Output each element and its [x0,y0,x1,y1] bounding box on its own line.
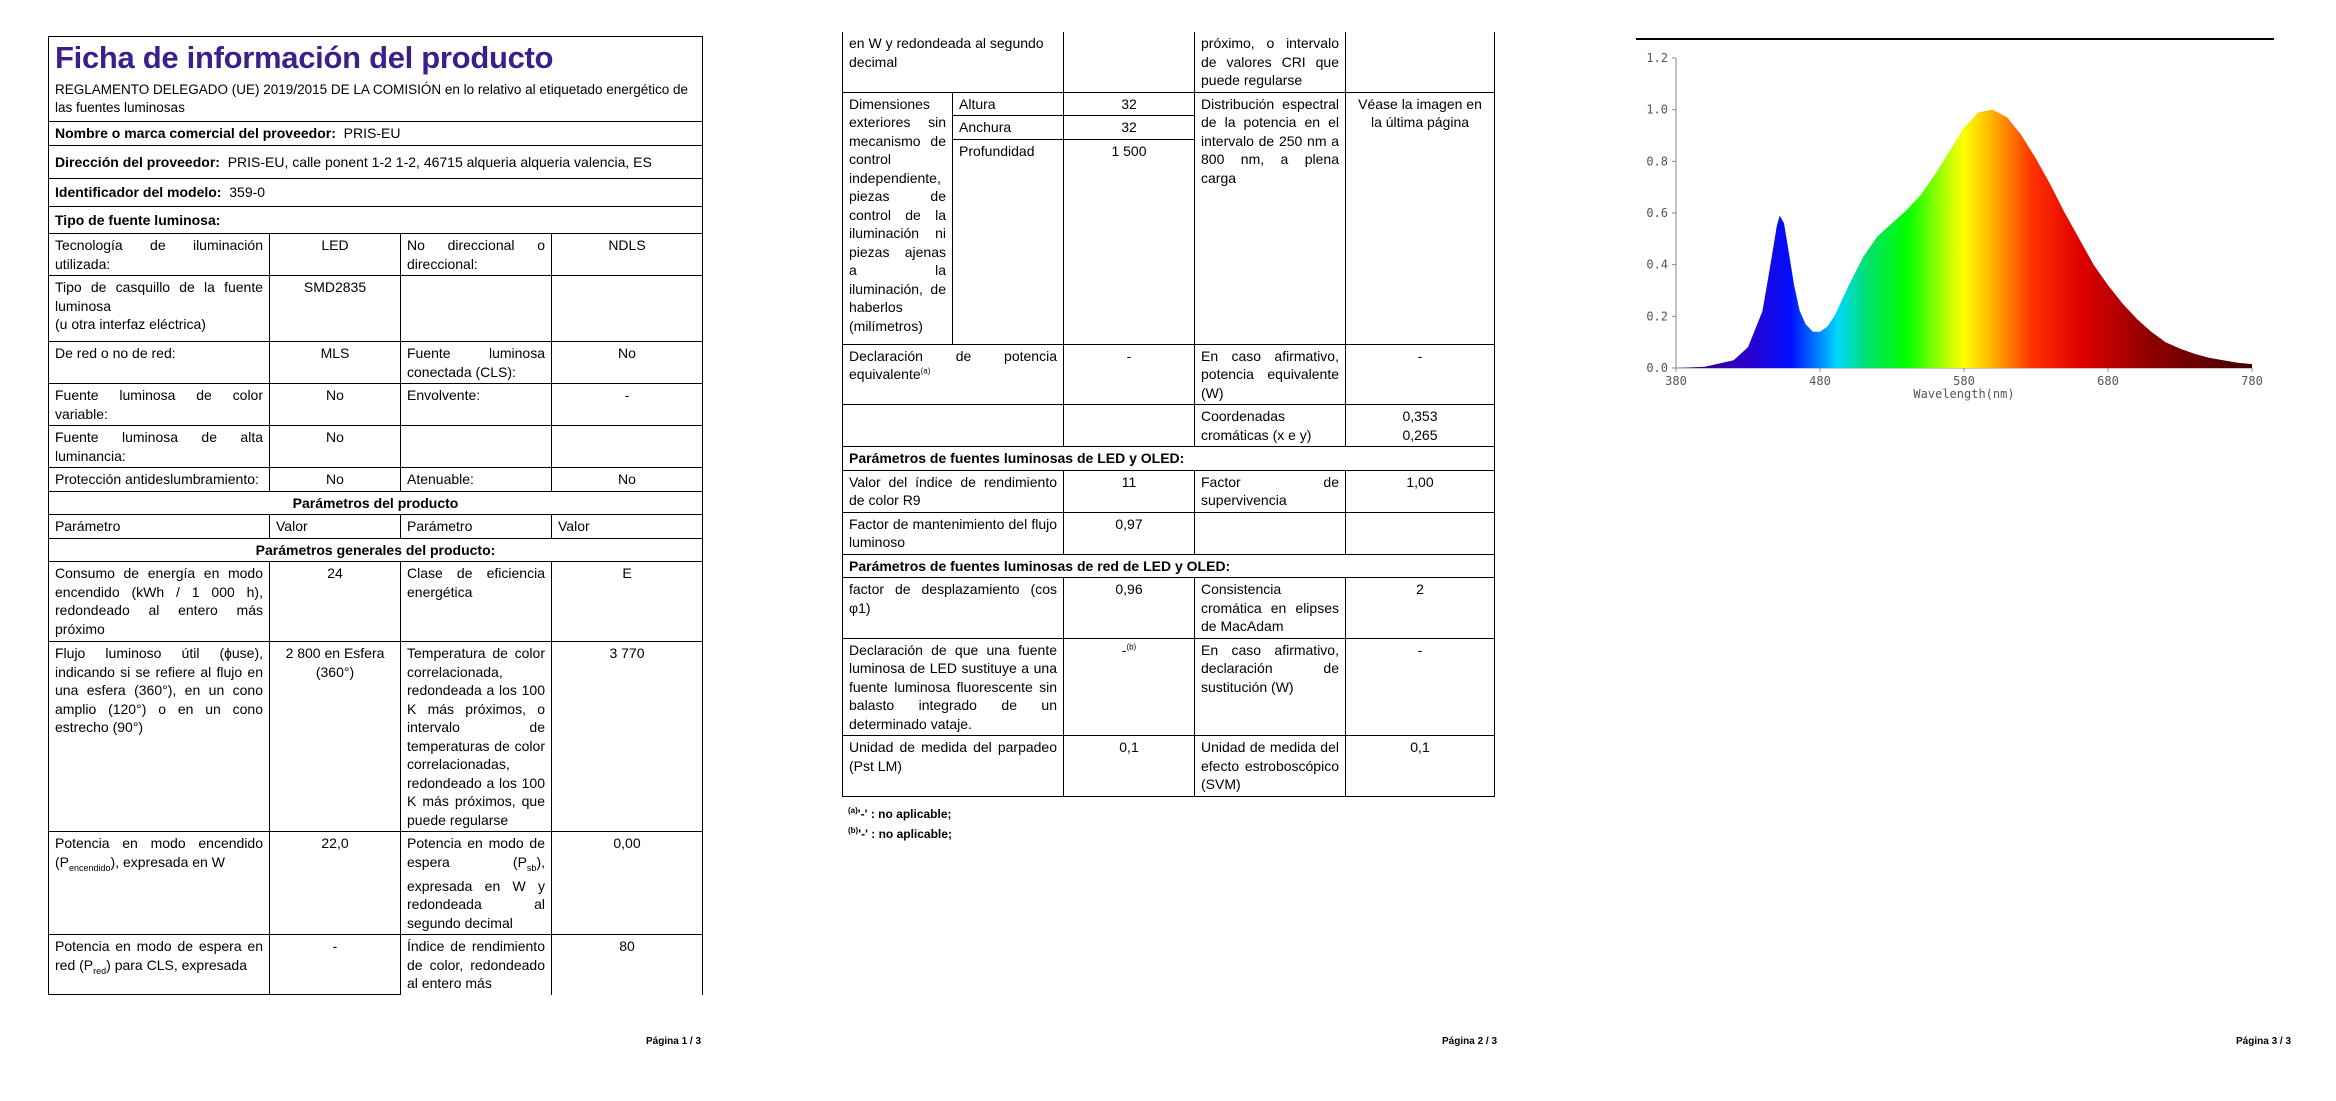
table-row [843,736,1495,797]
param-cell: Consistencia cromática en elipses de MacAdam [1195,578,1346,639]
value-cell: No [270,384,401,426]
column-header: Valor [270,515,401,539]
value-cell [1064,32,1195,92]
table-row [843,578,1495,639]
param-cell: Atenuable: [401,468,552,492]
value-cell: - [270,935,401,995]
product-params-header: Parámetros del producto [49,491,703,515]
x-tick-label: 680 [2097,374,2119,388]
y-tick-label: 0.8 [1646,154,1668,169]
param-cell: Unidad de medida del parpadeo (Pst LM) [843,736,1064,797]
param-cell: Factor de supervivencia [1195,470,1346,512]
dimension-value: 32 [1064,92,1195,116]
table-row [49,276,703,342]
x-tick-label: 580 [1953,374,1975,388]
source-type-label: Tipo de fuente luminosa: [49,206,703,234]
product-info-table-page-2 [842,32,1495,797]
param-cell: Declaración de potencia equivalente$^{(a)}$ [843,344,1064,405]
y-tick-label: 1.0 [1646,102,1668,117]
value-cell: No [552,342,703,384]
value-cell: No [552,468,703,492]
value-cell: E [552,562,703,642]
page-number: Página 1 / 3 [646,1036,702,1047]
param-cell: Temperatura de color correlacionada, redondeada a los 100 K más próximos, o intervalo de temperaturas de color correlacionadas, redondeado a los 100 K más próximos, que puede regularse [401,642,552,832]
value-cell: SMD2835 [270,276,401,342]
param-cell: en W y redondeada al segundo decimal [843,32,1064,92]
param-cell: factor de desplazamiento (cos φ1) [843,578,1064,639]
table-row [49,832,703,935]
supplier-label: Nombre o marca comercial del proveedor: [55,125,336,141]
spectral-label: Distribución espectral de la potencia en el intervalo de 250 nm a 800 nm, a plena carga [1195,92,1346,344]
param-cell [1195,512,1346,554]
value-cell: 24 [270,562,401,642]
address-row [49,145,703,179]
address-value: PRIS-EU, calle ponent 1-2 1-2, 46715 alqueria alqueria valencia, ES [227,153,652,170]
mains-params-header: Parámetros de fuentes luminosas de red de LED y OLED: [843,554,1495,578]
y-tick-label: 0.6 [1646,206,1668,220]
param-cell: Unidad de medida del efecto estroboscópico (SVM) [1195,736,1346,797]
value-cell [552,276,703,342]
source-type-row [49,206,703,234]
value-cell: - [1346,344,1495,405]
param-cell [401,426,552,468]
param-cell: Potencia en modo de espera $(P_{sb})$, expresada en W y redondeada al segundo decimal [401,832,552,935]
y-tick-label: 0.4 [1646,257,1668,272]
table-row [49,342,703,384]
spectral-distribution-chart [1630,46,2270,416]
param-cell: No direccional o direccional: [401,234,552,276]
param-cell: Fuente luminosa conectada (CLS): [401,342,552,384]
led-header-row [843,447,1495,471]
table-row [843,92,1495,116]
title-row [49,37,703,122]
value-cell: 3 770 [552,642,703,832]
value-cell: 2 800 en Esfera (360°) [270,642,401,832]
value-cell: LED [270,234,401,276]
footnotes [848,804,952,844]
model-value: 359-0 [229,184,266,200]
footnote-b: $^{(b)}$'-' : no aplicable; [848,826,952,841]
column-header-row [49,515,703,539]
x-tick-label: 480 [1809,374,1831,388]
value-cell: 22,0 [270,832,401,935]
value-cell: No [270,468,401,492]
model-label: Identificador del modelo: [55,184,222,200]
supplier-value: PRIS-EU [343,125,401,141]
param-cell: Valor del índice de rendimiento de color R9 [843,470,1064,512]
table-row [843,405,1495,447]
table-row [49,642,703,832]
table-row [49,234,703,276]
page-1 [48,36,702,995]
table-row [843,512,1495,554]
page-2 [842,32,1494,797]
value-cell: - [1064,344,1195,405]
general-params-header-row [49,538,703,562]
param-cell: Envolvente: [401,384,552,426]
dimension-name: Altura [953,92,1064,116]
param-cell: Factor de mantenimiento del flujo luminoso [843,512,1064,554]
dimension-value: 1 500 [1064,139,1195,344]
value-cell: 0,00 [552,832,703,935]
table-row [843,470,1495,512]
x-axis-label: Wavelength(nm) [1913,387,2015,401]
value-cell: 0,97 [1064,512,1195,554]
general-params-header: Parámetros generales del producto: [49,538,703,562]
dimension-value: 32 [1064,116,1195,140]
value-cell [1346,405,1495,447]
param-cell: Consumo de energía en modo encendido (kWh / 1 000 h), redondeado al entero más próximo [49,562,270,642]
value-cell: -$^{(b)}$ [1064,638,1195,736]
value-cell [1064,405,1195,447]
page-title: Ficha de información del producto [55,40,554,75]
param-cell: Protección antideslumbramiento: [49,468,270,492]
footnote-a: $^{(a)}$'-' : no aplicable; [848,806,952,821]
value-cell: 80 [552,935,703,995]
table-row [49,562,703,642]
value-cell: 0,1 [1064,736,1195,797]
param-cell: Declaración de que una fuente luminosa de LED sustituye a una fuente luminosa fluorescente sin balasto integrado de un determinado vataje. [843,638,1064,736]
param-cell: En caso afirmativo, declaración de sustitución (W) [1195,638,1346,736]
supplier-row [49,122,703,146]
value-cell: - [1346,638,1495,736]
value-cell [1346,32,1495,92]
dimension-name: Profundidad [953,139,1064,344]
column-header: Parámetro [49,515,270,539]
y-tick-label: 1.2 [1646,51,1668,65]
chroma-y: 0,265 [1402,426,1438,443]
param-cell: En caso afirmativo, potencia equivalente (W) [1195,344,1346,405]
dimension-name: Anchura [953,116,1064,140]
param-cell: Potencia en modo de espera en red $(P_{red})$ para CLS, expresada [49,935,270,995]
x-tick-label: 780 [2241,374,2263,388]
param-cell: Fuente luminosa de color variable: [49,384,270,426]
page-number: Página 3 / 3 [2236,1036,2292,1047]
value-cell [1346,512,1495,554]
value-cell: 0,96 [1064,578,1195,639]
param-cell: Clase de eficiencia energética [401,562,552,642]
table-row [49,935,703,995]
param-cell: Coordenadas cromáticas (x e y) [1195,405,1346,447]
value-cell: - [552,384,703,426]
param-cell: Flujo luminoso útil (ɸuse), indicando si se refiere al flujo en una esfera (360°), en un cono amplio (120°) o en un cono estrecho (90°) [49,642,270,832]
model-row [49,179,703,207]
product-info-table-page-1 [48,36,703,995]
value-cell: 2 [1346,578,1495,639]
y-tick-label: 0.2 [1646,309,1668,324]
table-row [49,468,703,492]
table-row [843,344,1495,405]
value-cell: No [270,426,401,468]
value-cell: MLS [270,342,401,384]
param-cell: Índice de rendimiento de color, redondeado al entero más [401,935,552,995]
chroma-x: 0,353 [1402,408,1438,424]
value-cell: 11 [1064,470,1195,512]
table-row [843,638,1495,736]
param-cell [401,276,552,342]
param-cell [843,405,1064,447]
x-tick-label: 380 [1665,374,1687,388]
table-row [49,384,703,426]
product-params-header-row [49,491,703,515]
y-tick-label: 0.0 [1646,361,1668,375]
param-cell: Potencia en modo encendido $(P_{encendido})$, expresada en W [49,832,270,935]
page-3-top-rule [1636,38,2274,40]
value-cell: 0,1 [1346,736,1495,797]
param-cell: Fuente luminosa de alta luminancia: [49,426,270,468]
regulation-text: REGLAMENTO DELEGADO (UE) 2019/2015 DE LA COMISIÓN en lo relativo al etiquetado energético de las fuentes luminosas [55,82,689,115]
value-cell [552,426,703,468]
spectral-chart-svg [1630,46,2270,416]
continuation-row [843,32,1495,92]
dimensions-label: Dimensiones exteriores sin mecanismo de control independiente, piezas de control de la iluminación ni piezas ajenas a la iluminación, de haberlos (milímetros) [843,92,953,344]
value-cell: NDLS [552,234,703,276]
led-params-header: Parámetros de fuentes luminosas de LED y OLED: [843,447,1495,471]
mains-header-row [843,554,1495,578]
column-header: Parámetro [401,515,552,539]
column-header: Valor [552,515,703,539]
param-cell: Tipo de casquillo de la fuente luminosa (u otra interfaz eléctrica) [49,276,270,342]
param-cell: De red o no de red: [49,342,270,384]
param-cell: Tecnología de iluminación utilizada: [49,234,270,276]
spectrum-area [1676,110,2252,368]
address-label: Dirección del proveedor: [55,153,220,170]
spectral-value: Véase la imagen en la última página [1346,92,1495,344]
value-cell: 1,00 [1346,470,1495,512]
param-cell: próximo, o intervalo de valores CRI que puede regularse [1195,32,1346,92]
page-number: Página 2 / 3 [1442,1036,1498,1047]
table-row [49,426,703,468]
